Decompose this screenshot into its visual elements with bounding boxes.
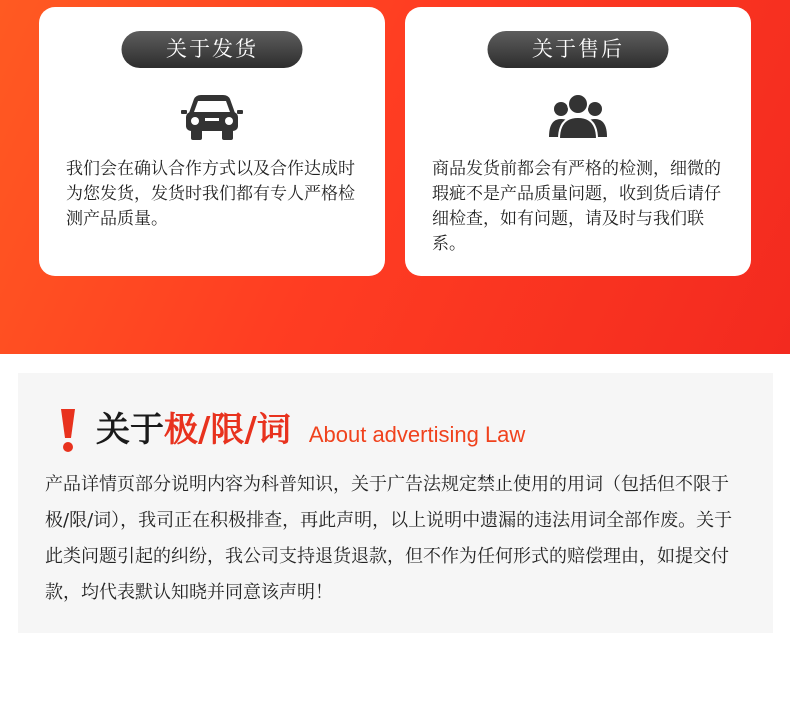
car-icon <box>180 93 244 145</box>
notice-heading <box>58 403 525 453</box>
notice-body-text: 产品详情页部分说明内容为科普知识，关于广告法规定禁止使用的用词（包括但不限于极/限/词），我司正在积极排查，再此声明，以上说明中遗漏的违法用词全部作废。关于此类问题引起的纠纷，我公司支持退货退款，但不作为任何形式的赔偿理由，如提交付款，均代表默认知晓并同意该声明！ <box>45 474 733 603</box>
shipping-card-text: 我们会在确认合作方式以及合作达成时为您发货，发货时我们都有专人严格检测产品质量。 <box>66 159 355 229</box>
notice-title-english: About advertising Law <box>308 422 526 447</box>
shipping-card <box>39 7 385 276</box>
after-sales-card-title: 关于售后 <box>488 31 669 68</box>
after-sales-card <box>405 7 751 276</box>
notice-title-prefix: 关于 <box>96 410 164 450</box>
people-icon <box>546 93 610 145</box>
shipping-card-title: 关于发货 <box>122 31 303 68</box>
advertising-law-notice <box>18 373 773 633</box>
notice-title-highlight: 极/限/词 <box>164 410 291 450</box>
after-sales-card-text: 商品发货前都会有严格的检测，细微的瑕疵不是产品质量问题，收到货后请仔细检查，如有问题，请及时与我们联系。 <box>432 159 721 254</box>
exclamation-icon <box>58 407 78 453</box>
